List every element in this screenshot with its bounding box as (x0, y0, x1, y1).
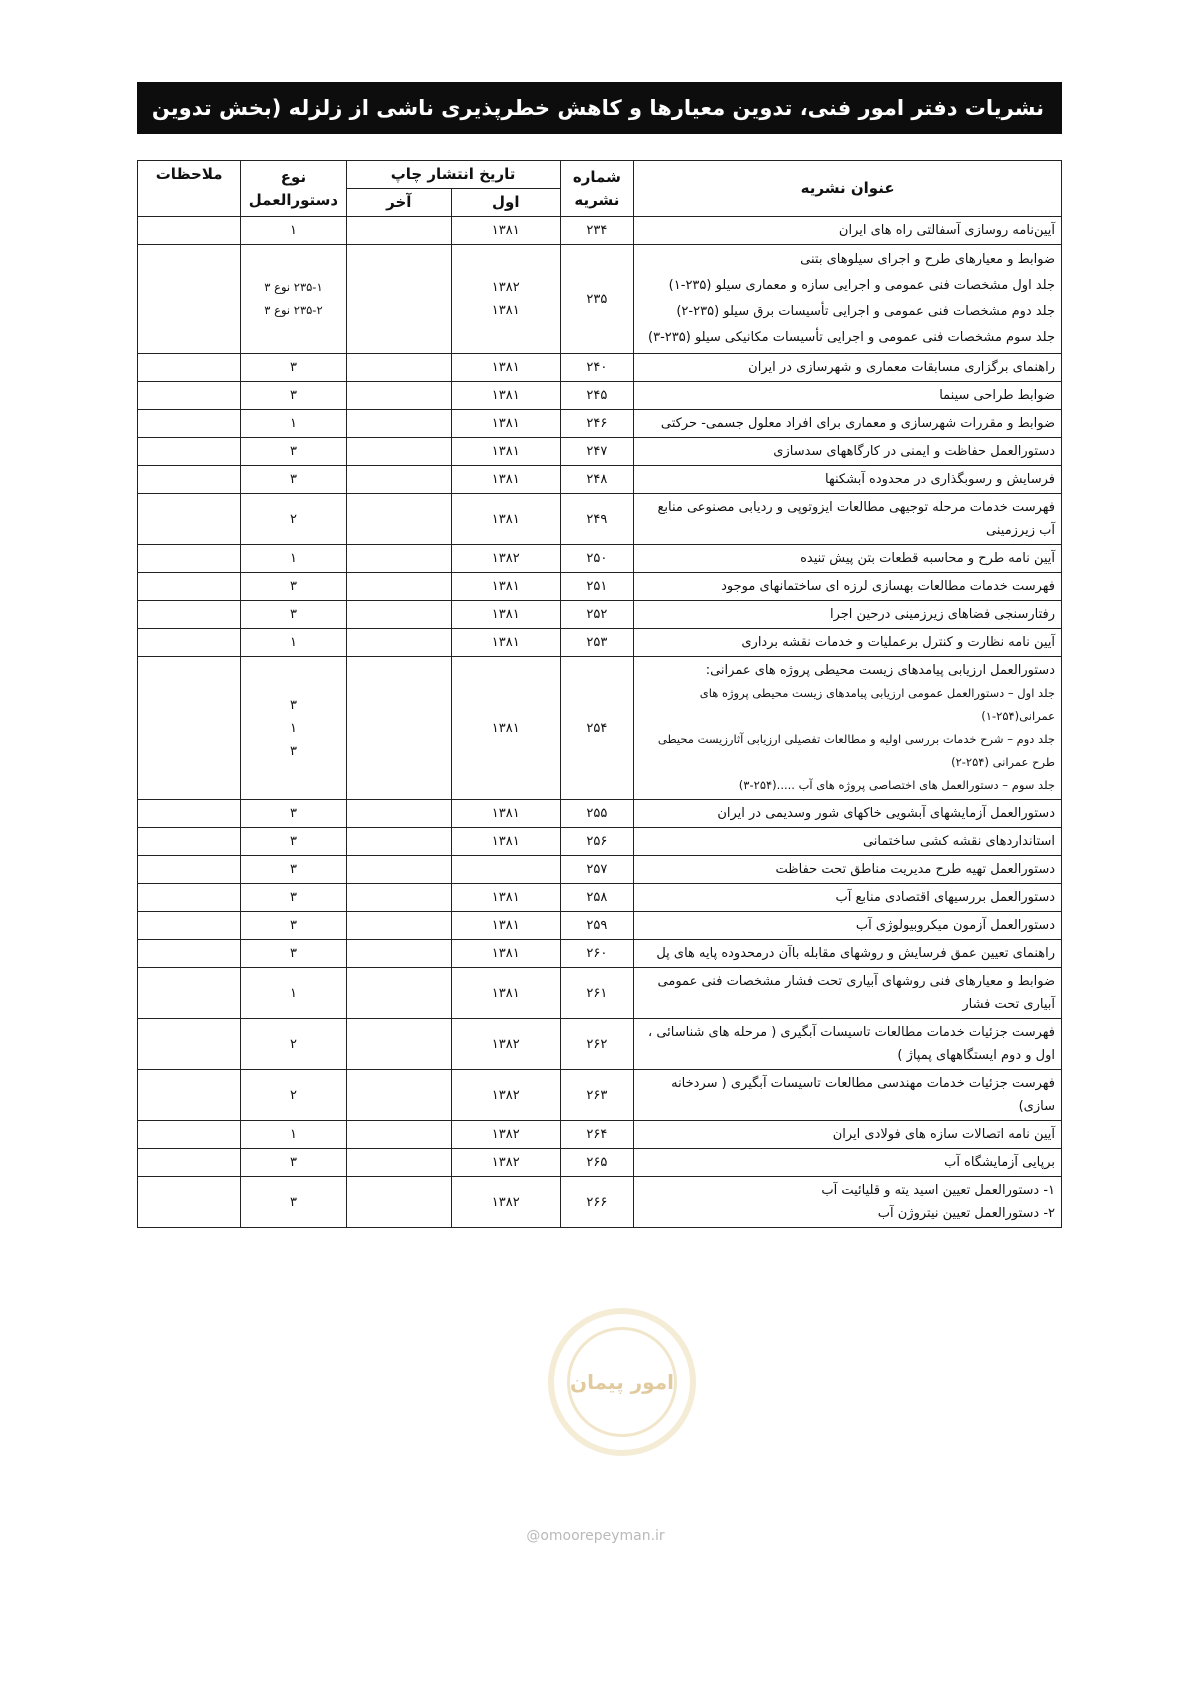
instruction-type: ۳ (241, 800, 346, 828)
publication-number: ۲۶۱ (560, 968, 634, 1019)
last-print-year (346, 438, 451, 466)
table-row (138, 438, 1062, 466)
notes-cell (138, 1019, 241, 1070)
notes-cell (138, 800, 241, 828)
notes-cell (138, 354, 241, 382)
publication-number: ۲۳۴ (560, 217, 634, 245)
instruction-type: ۱ (241, 629, 346, 657)
last-print-year (346, 545, 451, 573)
notes-cell (138, 573, 241, 601)
publication-number: ۲۵۶ (560, 828, 634, 856)
instruction-type: ۳ (241, 828, 346, 856)
notes-cell (138, 1177, 241, 1228)
publication-title: فرسایش و رسوبگذاری در محدوده آبشکنها (634, 466, 1062, 494)
instruction-type-c: ۳ (289, 743, 297, 759)
volume-line: جلد دوم مشخصات فنی عمومی و اجرایی تأسیسات برق سیلو (۲۳۵-۲) (676, 304, 1055, 319)
publication-title-line: ۱- دستورالعمل تعیین اسید یته و قلیائیت آب (821, 1183, 1055, 1198)
last-print-year (346, 494, 451, 545)
watermark-stamp-text: امور پیمان (567, 1327, 677, 1437)
instruction-type (241, 657, 346, 800)
col-header-notes: ملاحظات (138, 161, 241, 217)
instruction-type: ۲ (241, 1070, 346, 1121)
notes-cell (138, 657, 241, 800)
publication-number: ۲۶۵ (560, 1149, 634, 1177)
notes-cell (138, 545, 241, 573)
first-print-year: ۱۳۸۱ (451, 410, 560, 438)
instruction-type: ۳ (241, 884, 346, 912)
instruction-type (241, 245, 346, 354)
first-print-year: ۱۳۸۱ (451, 494, 560, 545)
publication-title: ضوابط و مقررات شهرسازی و معماری برای افراد معلول جسمی- حرکتی (634, 410, 1062, 438)
volume-line: جلد اول – دستورالعمل عمومی ارزیابی پیامدهای زیست محیطی پروژه های عمرانی(۲۵۴-۱) (699, 686, 1055, 723)
publication-title: فهرست جزئیات خدمات مهندسی مطالعات تاسیسات آبگیری ( سردخانه سازی) (634, 1070, 1062, 1121)
volume-line: جلد سوم مشخصات فنی عمومی و اجرایی تأسیسات مکانیکی سیلو (۲۳۵-۳) (648, 330, 1055, 345)
first-print-year: ۱۳۸۲ (451, 545, 560, 573)
last-print-year (346, 629, 451, 657)
first-print-year: ۱۳۸۲ (451, 1149, 560, 1177)
publication-number: ۲۵۰ (560, 545, 634, 573)
publication-number: ۲۴۰ (560, 354, 634, 382)
last-print-year (346, 912, 451, 940)
notes-cell (138, 884, 241, 912)
table-row (138, 494, 1062, 545)
last-print-year (346, 884, 451, 912)
publication-number: ۲۵۲ (560, 601, 634, 629)
publication-number: ۲۵۸ (560, 884, 634, 912)
instruction-type: ۱ (241, 545, 346, 573)
publication-number: ۲۶۰ (560, 940, 634, 968)
last-print-year (346, 382, 451, 410)
watermark-stamp (548, 1308, 696, 1456)
first-print-year: ۱۳۸۱ (451, 629, 560, 657)
first-print-year: ۱۳۸۱ (451, 828, 560, 856)
publication-title: برپایی آزمایشگاه آب (634, 1149, 1062, 1177)
notes-cell (138, 494, 241, 545)
instruction-type-b: ۲۳۵-۲ نوع ۳ (264, 303, 323, 317)
publication-title: دستورالعمل آزمون میکروبیولوژی آب (634, 912, 1062, 940)
instruction-type: ۳ (241, 466, 346, 494)
publication-number: ۲۳۵ (560, 245, 634, 354)
notes-cell (138, 1149, 241, 1177)
instruction-type: ۳ (241, 940, 346, 968)
first-print-year: ۱۳۸۲ (451, 1177, 560, 1228)
instruction-type: ۱ (241, 410, 346, 438)
notes-cell (138, 968, 241, 1019)
last-print-year (346, 1019, 451, 1070)
volume-line: جلد دوم – شرح خدمات بررسی اولیه و مطالعات تفصیلی ارزیابی آثارزیست محیطی طرح عمرانی (۲۵۴-۲) (657, 732, 1055, 769)
first-print-year (451, 856, 560, 884)
first-print-year: ۱۳۸۲ (451, 1019, 560, 1070)
publication-title (634, 1177, 1062, 1228)
col-header-number: شماره نشریه (560, 161, 634, 217)
last-print-year (346, 217, 451, 245)
first-print-year: ۱۳۸۱ (451, 438, 560, 466)
first-print-year: ۱۳۸۱ (451, 601, 560, 629)
instruction-type-b: ۱ (289, 720, 297, 736)
publication-title-main: ضوابط و معیارهای طرح و اجرای سیلوهای بتنی (800, 252, 1055, 267)
publication-number: ۲۴۸ (560, 466, 634, 494)
publication-title: راهنمای برگزاری مسابقات معماری و شهرسازی در ایران (634, 354, 1062, 382)
last-print-year (346, 410, 451, 438)
publication-number: ۲۵۹ (560, 912, 634, 940)
first-print-year: ۱۳۸۱ (451, 657, 560, 800)
publication-number: ۲۶۴ (560, 1121, 634, 1149)
last-print-year (346, 1121, 451, 1149)
publication-number: ۲۵۳ (560, 629, 634, 657)
table-row (138, 466, 1062, 494)
notes-cell (138, 1070, 241, 1121)
publication-title: فهرست خدمات مرحله توجیهی مطالعات ایزوتوپی و ردیابی مصنوعی منابع آب زیرزمینی (634, 494, 1062, 545)
table-row (138, 940, 1062, 968)
notes-cell (138, 438, 241, 466)
publication-number: ۲۴۶ (560, 410, 634, 438)
first-print-year: ۱۳۸۱ (451, 968, 560, 1019)
publication-title-main: دستورالعمل ارزیابی پیامدهای زیست محیطی پروژه های عمرانی: (705, 663, 1055, 678)
publication-title: دستورالعمل تهیه طرح مدیریت مناطق تحت حفاظت (634, 856, 1062, 884)
website-watermark: @omoorepeyman.ir (526, 1528, 665, 1544)
publication-title: دستورالعمل حفاظت و ایمنی در کارگاههای سدسازی (634, 438, 1062, 466)
instruction-type: ۱ (241, 968, 346, 1019)
publications-table (137, 160, 1062, 1228)
notes-cell (138, 1121, 241, 1149)
instruction-type: ۳ (241, 912, 346, 940)
publication-title: ضوابط طراحی سینما (634, 382, 1062, 410)
publication-title-line: ۲- دستورالعمل تعیین نیتروژن آب (877, 1206, 1055, 1221)
publication-number: ۲۴۵ (560, 382, 634, 410)
header-row (138, 161, 1062, 189)
instruction-type: ۲ (241, 1019, 346, 1070)
instruction-type: ۳ (241, 856, 346, 884)
last-print-year (346, 1149, 451, 1177)
instruction-type-a: ۲۳۵-۱ نوع ۳ (264, 280, 323, 294)
table-row (138, 601, 1062, 629)
table-row (138, 884, 1062, 912)
instruction-type: ۳ (241, 438, 346, 466)
first-print-year-b: ۱۳۸۱ (491, 303, 520, 318)
publication-title (634, 245, 1062, 354)
notes-cell (138, 245, 241, 354)
first-print-year: ۱۳۸۱ (451, 382, 560, 410)
first-print-year: ۱۳۸۱ (451, 884, 560, 912)
last-print-year (346, 657, 451, 800)
last-print-year (346, 573, 451, 601)
first-print-year: ۱۳۸۱ (451, 940, 560, 968)
publication-title: آیین نامه نظارت و کنترل برعملیات و خدمات نقشه برداری (634, 629, 1062, 657)
table-row (138, 354, 1062, 382)
publication-title (634, 657, 1062, 800)
last-print-year (346, 1070, 451, 1121)
notes-cell (138, 410, 241, 438)
last-print-year (346, 1177, 451, 1228)
last-print-year (346, 466, 451, 494)
instruction-type: ۳ (241, 1177, 346, 1228)
publication-number: ۲۶۲ (560, 1019, 634, 1070)
instruction-type: ۳ (241, 382, 346, 410)
first-print-year: ۱۳۸۱ (451, 217, 560, 245)
instruction-type-a: ۳ (289, 697, 297, 713)
first-print-year: ۱۳۸۲ (451, 1121, 560, 1149)
notes-cell (138, 629, 241, 657)
instruction-type: ۳ (241, 1149, 346, 1177)
last-print-year (346, 968, 451, 1019)
table-row (138, 968, 1062, 1019)
publication-number: ۲۴۷ (560, 438, 634, 466)
table-row (138, 545, 1062, 573)
publication-title: فهرست خدمات مطالعات بهسازی لرزه ای ساختمانهای موجود (634, 573, 1062, 601)
publication-title: رفتارسنجی فضاهای زیرزمینی درحین اجرا (634, 601, 1062, 629)
last-print-year (346, 940, 451, 968)
table-row (138, 410, 1062, 438)
col-header-first-print: اول (451, 189, 560, 217)
col-header-title: عنوان نشریه (634, 161, 1062, 217)
instruction-type: ۱ (241, 217, 346, 245)
publication-title: آیین نامه طرح و محاسبه قطعات بتن پیش تنیده (634, 545, 1062, 573)
instruction-type: ۲ (241, 494, 346, 545)
instruction-type: ۱ (241, 1121, 346, 1149)
last-print-year (346, 245, 451, 354)
last-print-year (346, 601, 451, 629)
publication-number: ۲۵۱ (560, 573, 634, 601)
notes-cell (138, 940, 241, 968)
col-header-type: نوع دستورالعمل (241, 161, 346, 217)
publication-title: دستورالعمل آزمایشهای آبشویی خاکهای شور وسدیمی در ایران (634, 800, 1062, 828)
publication-number: ۲۵۵ (560, 800, 634, 828)
table-row (138, 856, 1062, 884)
first-print-year: ۱۳۸۲ (451, 1070, 560, 1121)
publication-title: آیین نامه اتصالات سازه های فولادی ایران (634, 1121, 1062, 1149)
publication-title: آیین‌نامه روسازی آسفالتی راه های ایران (634, 217, 1062, 245)
publication-title: ضوابط و معیارهای فنی روشهای آبیاری تحت فشار مشخصات فنی عمومی آبیاری تحت فشار (634, 968, 1062, 1019)
last-print-year (346, 800, 451, 828)
first-print-year: ۱۳۸۱ (451, 800, 560, 828)
publication-number: ۲۶۶ (560, 1177, 634, 1228)
notes-cell (138, 828, 241, 856)
table-row (138, 1019, 1062, 1070)
publication-title: راهنمای تعیین عمق فرسایش و روشهای مقابله باآن درمحدوده پایه های پل (634, 940, 1062, 968)
notes-cell (138, 382, 241, 410)
first-print-year: ۱۳۸۱ (451, 354, 560, 382)
publication-number: ۲۵۷ (560, 856, 634, 884)
notes-cell (138, 912, 241, 940)
publication-title: دستورالعمل بررسیهای اقتصادی منابع آب (634, 884, 1062, 912)
first-print-year: ۱۳۸۱ (451, 573, 560, 601)
publication-title: استانداردهای نقشه کشی ساختمانی (634, 828, 1062, 856)
table-row (138, 1070, 1062, 1121)
last-print-year (346, 856, 451, 884)
col-header-publish-date: تاریخ انتشار چاپ (346, 161, 560, 189)
table-row (138, 245, 1062, 354)
table-row (138, 1177, 1062, 1228)
instruction-type: ۳ (241, 573, 346, 601)
first-print-year: ۱۳۸۱ (451, 466, 560, 494)
table-row (138, 1149, 1062, 1177)
first-print-year: ۱۳۸۱ (451, 912, 560, 940)
page-banner-title: نشریات دفتر امور فنی، تدوین معیارها و کاهش خطرپذیری ناشی از زلزله (بخش تدوین (137, 82, 1062, 134)
publication-title: فهرست جزئیات خدمات مطالعات تاسیسات آبگیری ( مرحله های شناسائی ، اول و دوم ایستگاههای پمپاژ ) (634, 1019, 1062, 1070)
table-row (138, 1121, 1062, 1149)
col-header-last-print: آخر (346, 189, 451, 217)
instruction-type: ۳ (241, 354, 346, 382)
table-row (138, 657, 1062, 800)
publication-number: ۲۶۳ (560, 1070, 634, 1121)
table-row (138, 629, 1062, 657)
notes-cell (138, 217, 241, 245)
publication-number: ۲۵۴ (560, 657, 634, 800)
notes-cell (138, 856, 241, 884)
first-print-year-a: ۱۳۸۲ (491, 280, 520, 295)
last-print-year (346, 828, 451, 856)
first-print-year (451, 245, 560, 354)
volume-line: جلد اول مشخصات فنی عمومی و اجرایی سازه و معماری سیلو (۲۳۵-۱) (668, 278, 1055, 293)
table-row (138, 217, 1062, 245)
table-row (138, 828, 1062, 856)
instruction-type: ۳ (241, 601, 346, 629)
table-row (138, 800, 1062, 828)
last-print-year (346, 354, 451, 382)
notes-cell (138, 466, 241, 494)
publication-number: ۲۴۹ (560, 494, 634, 545)
notes-cell (138, 601, 241, 629)
volume-line: جلد سوم – دستورالعمل های اختصاصی پروژه های آب .....(۲۵۴-۳) (738, 778, 1055, 792)
table-row (138, 382, 1062, 410)
table-row (138, 573, 1062, 601)
table-row (138, 912, 1062, 940)
